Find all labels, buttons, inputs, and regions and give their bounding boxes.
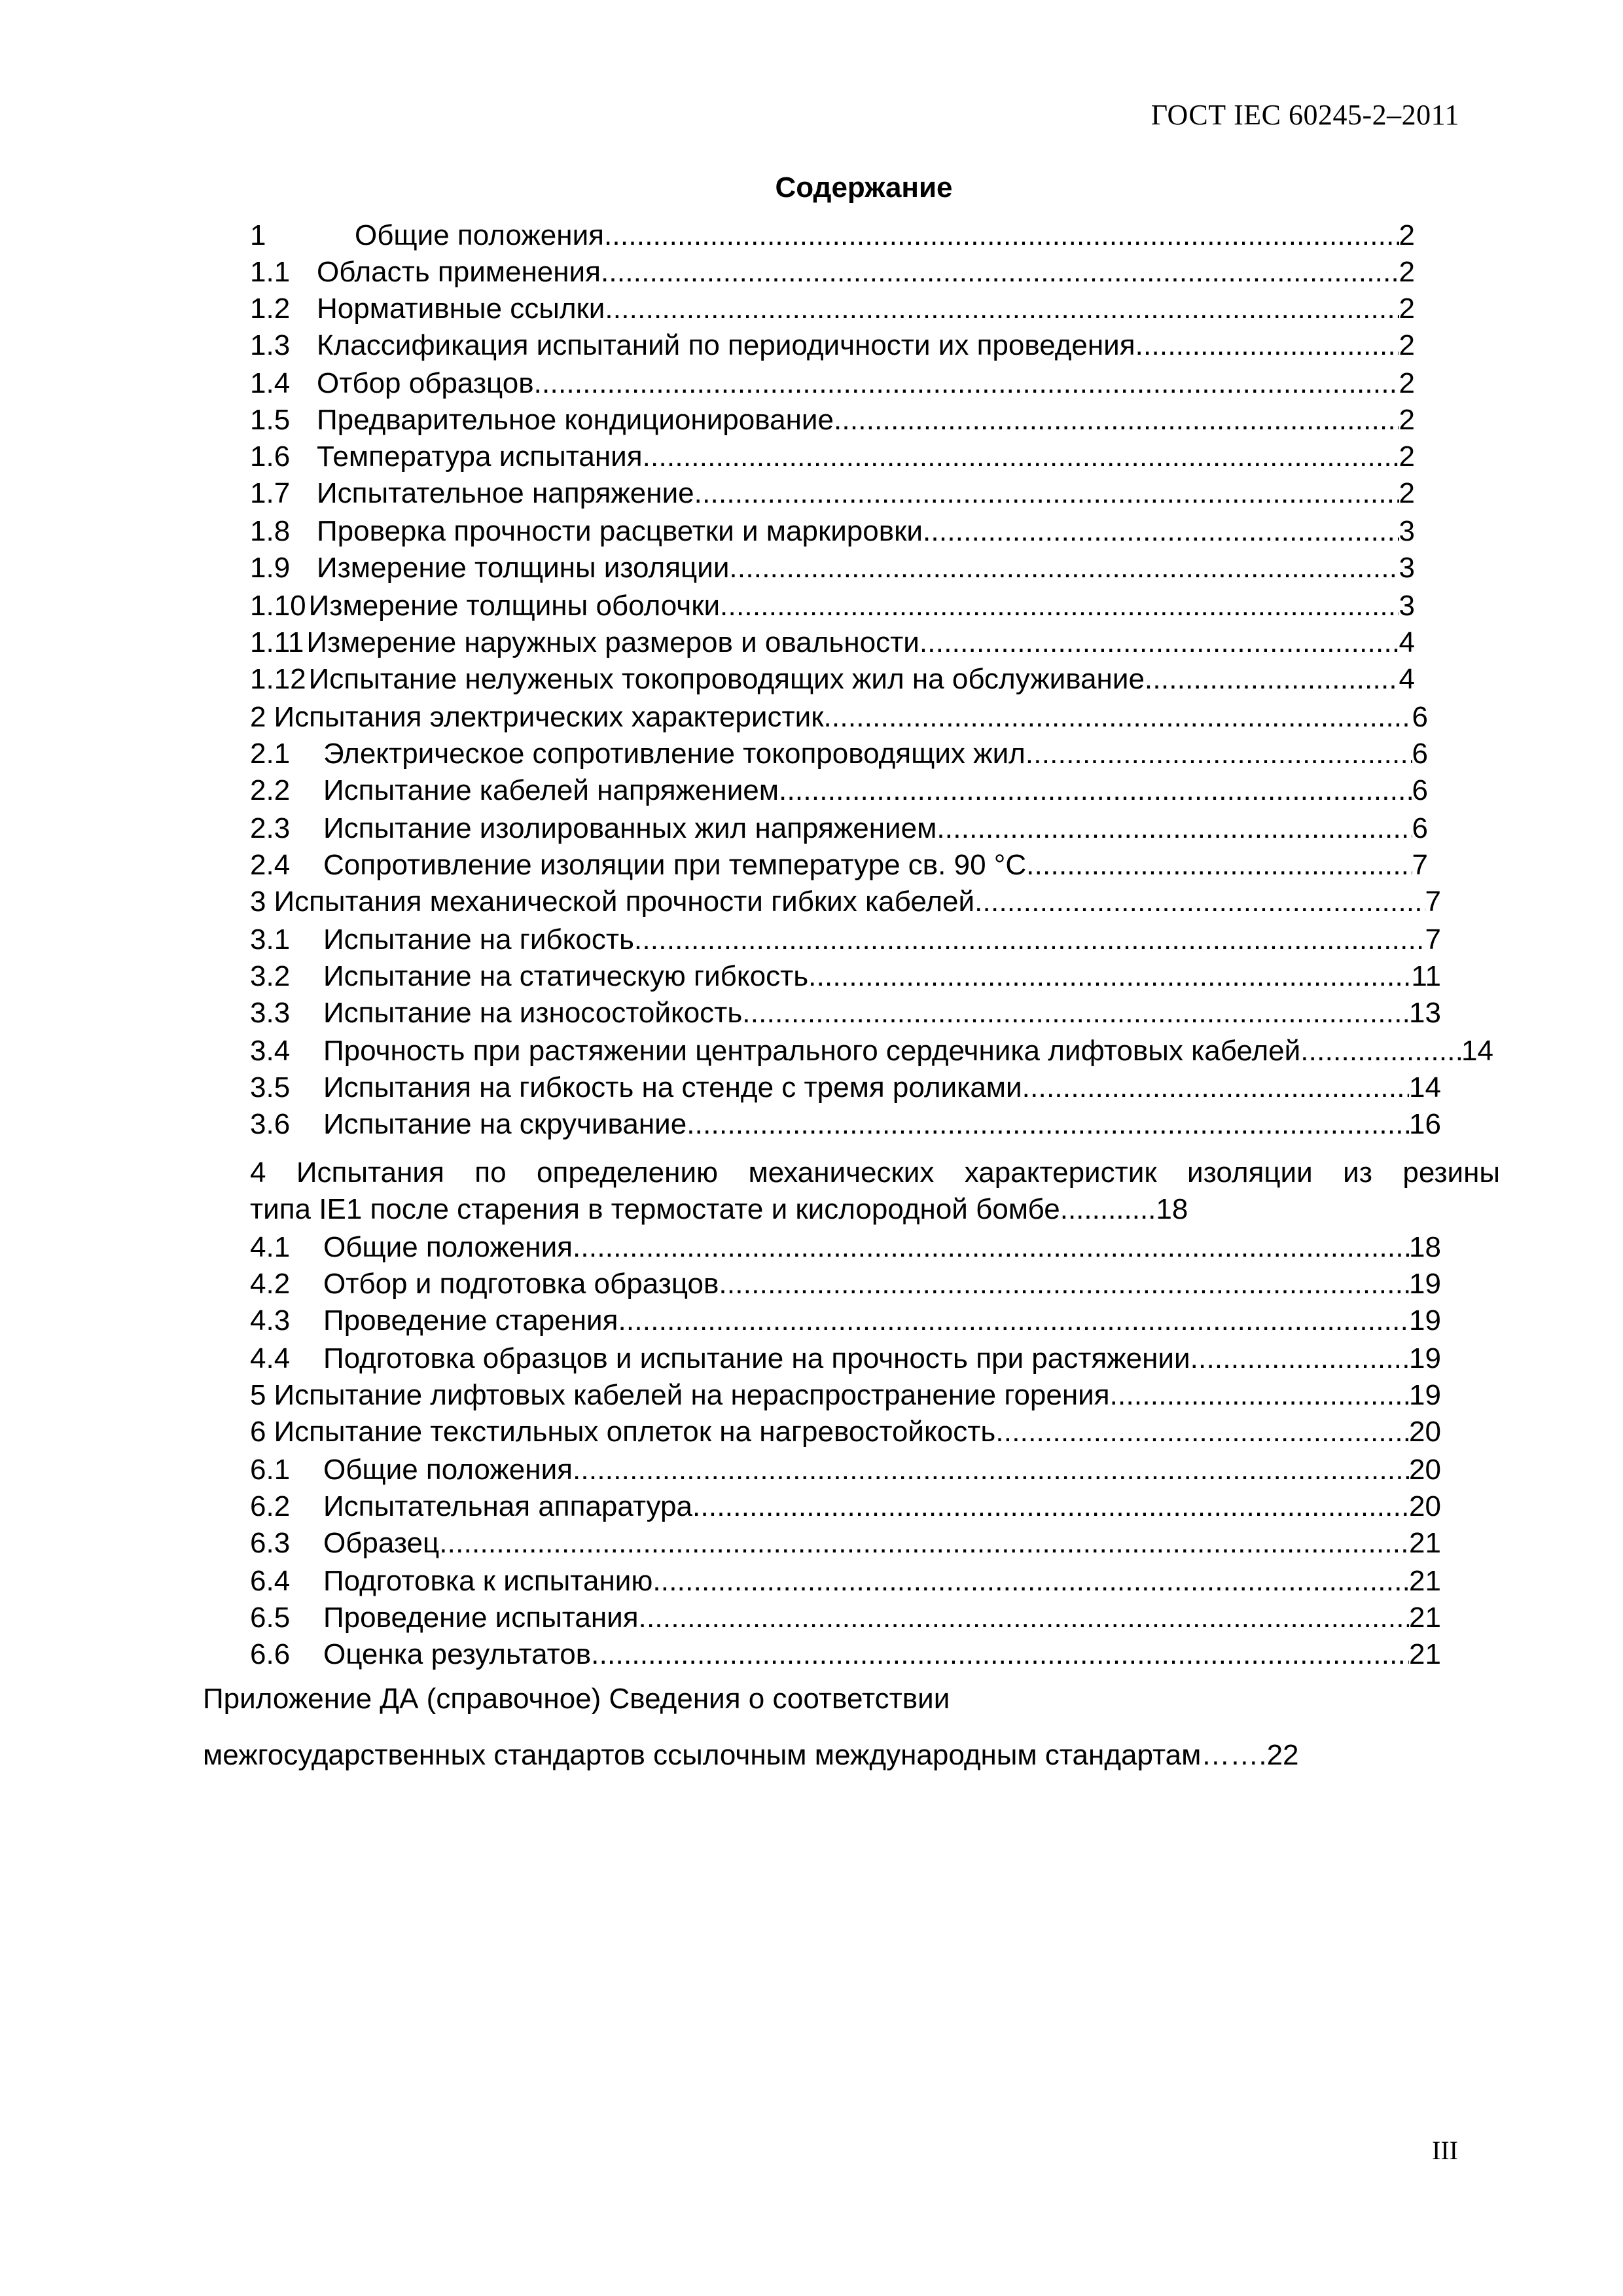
toc-entry[interactable] [250,1453,1441,1487]
toc-entry-title: Проведение испытания [323,1602,639,1634]
toc-entry-number: 1.3 [250,329,291,361]
toc-entry-title: Измерение толщины оболочки [308,590,721,622]
toc-entry-number: 6.5 [250,1602,291,1634]
toc-dot-leader [729,551,1399,585]
toc-entry-title: Испытание изолированных жил напряжением [323,812,937,844]
toc-entry-page: 2 [1399,329,1415,361]
toc-entry-number: 1.8 [250,515,291,547]
toc-dot-leader [936,812,1412,846]
toc-entry-number: 6.2 [250,1490,291,1522]
toc-entry[interactable] [250,1230,1441,1265]
toc-entry-page: 21 [1409,1565,1441,1597]
toc-entry-page: 16 [1409,1108,1441,1140]
toc-entry-multiline[interactable] [250,1155,1500,1228]
toc-entry-page: 20 [1409,1416,1441,1448]
toc-entry-page: 20 [1409,1454,1441,1486]
toc-entry-number: 3 [250,886,266,918]
toc-entry-number: 6.4 [250,1565,291,1597]
toc-dot-leader [720,589,1399,623]
toc-dot-leader [1145,662,1399,696]
toc-entry-title: Измерение толщины изоляции [317,552,730,584]
toc-entry-title: Область применения [317,256,601,288]
toc-entry-title: Прочность при растяжении центрального сердечника лифтовых кабелей [323,1035,1301,1067]
toc-entry[interactable] [250,514,1415,548]
toc-dot-leader [573,1230,1409,1265]
toc-entry[interactable] [250,1107,1441,1141]
toc-dot-leader [1135,329,1399,363]
toc-entry-page: 2 [1399,367,1415,399]
toc-dot-leader [808,960,1411,994]
toc-entry[interactable] [250,255,1415,289]
toc-dot-leader [834,403,1399,437]
toc-entry-title: Испытания механической прочности гибких кабелей [274,886,975,918]
toc-entry-number: 1.5 [250,404,291,436]
toc-entry-title: Испытания на гибкость на стенде с тремя роликами [323,1071,1022,1103]
toc-entry-title: Испытание лифтовых кабелей на нераспространение горения [274,1379,1110,1411]
toc-dot-leader [694,476,1399,511]
toc-entry-page: 3 [1399,515,1415,547]
toc-entry[interactable] [250,960,1441,994]
toc-entry-page: 2 [1399,477,1415,509]
appendix-line-2: межгосударственных стандартов ссылочным международным стандартам…….22 [203,1739,1299,1771]
toc-entry-number: 4.3 [250,1304,291,1336]
toc-entry-title: Отбор образцов [317,367,534,399]
toc-dot-leader [823,700,1412,734]
toc-entry[interactable] [250,662,1415,696]
toc-entry[interactable] [250,812,1428,846]
toc-entry-number: 3.6 [250,1108,291,1140]
toc-dot-leader [1110,1378,1409,1412]
toc-entry-number: 1.12 [250,663,306,695]
toc-dot-leader [687,1107,1409,1141]
toc-entry-title: Испытание нелуженых токопроводящих жил на обслуживание [308,663,1145,695]
toc-entry-page: 7 [1425,886,1441,918]
toc-entry-page: 11 [1411,960,1441,992]
toc-entry-page: 13 [1409,997,1441,1029]
toc-entry-page: 2 [1399,440,1415,473]
toc-entry-number: 4.1 [250,1231,291,1263]
toc-entry[interactable] [250,476,1415,511]
toc-entry-page: 14 [1461,1035,1493,1067]
toc-entry[interactable] [250,996,1441,1030]
toc-entry[interactable] [250,589,1415,623]
toc-dot-leader [779,774,1412,808]
toc-entry[interactable] [250,403,1415,437]
toc-entry-page: 6 [1412,738,1428,770]
toc-dot-leader [742,996,1409,1030]
toc-entry-title-line-1: 4 Испытания по определению механических характеристик изоляции из резины [250,1157,1500,1189]
toc-entry-number: 1.2 [250,293,291,325]
toc-entry-number: 2.3 [250,812,291,844]
toc-entry-title: Нормативные ссылки [317,293,605,325]
toc-entry-number: 5 [250,1379,266,1411]
toc-entry-number: 6.3 [250,1527,291,1559]
toc-entry-title: Классификация испытаний по периодичности их проведения [317,329,1135,361]
toc-dot-leader [652,1564,1409,1598]
toc-dot-leader [639,1601,1410,1635]
toc-entry-page: 21 [1409,1638,1441,1670]
toc-entry-title: Испытание на скручивание [323,1108,687,1140]
toc-entry-title: Испытание текстильных оплеток на нагревостойкость [274,1416,996,1448]
toc-entry-title: Общие положения [323,1454,573,1486]
toc-entry[interactable] [250,551,1415,585]
toc-dot-leader [573,1453,1409,1487]
toc-entry-page: 20 [1409,1490,1441,1522]
toc-dot-leader [618,1304,1409,1338]
toc-entry-title: Подготовка к испытанию [323,1565,653,1597]
toc-dot-leader [1300,1034,1461,1068]
toc-dot-leader [974,885,1425,919]
toc-entry-number: 3.1 [250,924,291,956]
toc-title: Содержание [775,171,953,204]
toc-entry-page: 19 [1409,1268,1441,1300]
toc-entry-number: 1.4 [250,367,291,399]
toc-dot-leader [534,367,1399,401]
toc-entry-number: 2.1 [250,738,291,770]
toc-entry-page: 18 [1409,1231,1441,1263]
toc-entry-number: 1.11 [250,626,304,658]
toc-entry-page: 21 [1409,1602,1441,1634]
toc-entry[interactable] [250,329,1415,363]
page-number: III [1432,2136,1458,2165]
toc-entry[interactable] [250,1564,1441,1598]
toc-entry[interactable] [250,1415,1441,1449]
toc-entry-number: 2 [250,701,266,733]
toc-entry-title: Испытание на износостойкость [323,997,743,1029]
toc-entry-page: 6 [1412,774,1428,806]
toc-entry[interactable] [250,923,1441,957]
toc-entry[interactable] [250,292,1415,326]
toc-entry-page: 2 [1399,293,1415,325]
toc-dot-leader [995,1415,1409,1449]
toc-entry-page: 14 [1409,1071,1441,1103]
toc-entry-page: 3 [1399,552,1415,584]
toc-entry[interactable] [250,737,1428,771]
toc-dot-leader [692,1490,1409,1524]
toc-entry-page: 21 [1409,1527,1441,1559]
toc-entry-page: 7 [1425,924,1441,956]
toc-entry-title: Испытание на статическую гибкость [323,960,809,992]
toc-entry-number: 4.4 [250,1342,291,1374]
toc-entry-page: 7 [1412,849,1428,881]
toc-dot-leader [1026,737,1412,771]
toc-dot-leader [439,1526,1409,1560]
toc-entry-title: Предварительное кондиционирование [317,404,834,436]
toc-entry-number: 3.5 [250,1071,291,1103]
appendix-line-1: Приложение ДА (справочное) Сведения о соответствии [203,1683,950,1715]
toc-entry-title: Подготовка образцов и испытание на прочность при растяжении [323,1342,1190,1374]
toc-dot-leader [919,626,1399,660]
document-designation: ГОСТ IEC 60245-2–2011 [1150,99,1459,131]
toc-entry-number: 1.7 [250,477,291,509]
toc-entry[interactable] [250,1490,1441,1524]
toc-entry-number: 2.2 [250,774,291,806]
toc-entry-page: 6 [1412,701,1428,733]
toc-entry[interactable] [250,1342,1441,1376]
toc-dot-leader [1026,848,1412,882]
toc-entry-number: 3.4 [250,1035,291,1067]
toc-entry[interactable] [250,885,1441,919]
toc-entry-number: 3.2 [250,960,291,992]
toc-entry-title: Испытание кабелей напряжением [323,774,779,806]
toc-entry-title: Отбор и подготовка образцов [323,1268,719,1300]
toc-entry-number: 1.1 [250,256,291,288]
toc-entry-title: Электрическое сопротивление токопроводящих жил [323,738,1026,770]
toc-entry-number: 1.10 [250,590,306,622]
toc-entry[interactable] [250,774,1428,808]
toc-entry-number: 2.4 [250,849,291,881]
toc-entry-page: 19 [1409,1304,1441,1336]
toc-entry-number: 4.2 [250,1268,291,1300]
toc-entry-page: 19 [1409,1342,1441,1374]
toc-entry-number: 6 [250,1416,266,1448]
toc-entry[interactable] [250,1378,1441,1412]
toc-entry[interactable] [250,367,1415,401]
toc-dot-leader [719,1267,1409,1301]
toc-dot-leader [634,923,1425,957]
toc-entry[interactable] [250,1638,1441,1672]
toc-entry-page: 2 [1399,256,1415,288]
toc-entry[interactable] [250,1071,1441,1105]
toc-entry-title: Проведение старения [323,1304,618,1336]
toc-dot-leader [643,440,1399,474]
toc-entry-number: 1.9 [250,552,291,584]
toc-dot-leader [601,255,1399,289]
toc-entry-number: 6.6 [250,1638,291,1670]
toc-entry[interactable] [250,1267,1441,1301]
toc-entry-number: 1.6 [250,440,291,473]
toc-entry-page: 2 [1399,404,1415,436]
toc-entry[interactable] [250,848,1428,882]
toc-entry-title: Проверка прочности расцветки и маркировки [317,515,923,547]
toc-entry[interactable] [250,1304,1441,1338]
toc-entry-title: Испытание на гибкость [323,924,634,956]
toc-entry-page: 4 [1399,663,1415,695]
toc-entry[interactable] [250,440,1415,474]
toc-dot-leader [604,219,1399,253]
toc-entry-title: Общие положения [355,219,604,251]
toc-entry-title-line-2: типа IE1 после старения в термостате и кислородной бомбе............18 [250,1193,1188,1225]
toc-dot-leader [591,1638,1409,1672]
toc-entry-number: 3.3 [250,997,291,1029]
toc-entry-title: Оценка результатов [323,1638,592,1670]
toc-entry-page: 2 [1399,219,1415,251]
toc-entry[interactable] [250,1526,1441,1560]
toc-entry-page: 19 [1409,1379,1441,1411]
toc-entry[interactable] [250,1034,1493,1068]
toc-entry[interactable] [250,219,1415,253]
toc-entry-title: Измерение наружных размеров и овальности [306,626,919,658]
toc-entry-page: 4 [1399,626,1415,658]
toc-entry-title: Общие положения [323,1231,573,1263]
toc-dot-leader [1190,1342,1409,1376]
toc-dot-leader [605,292,1399,326]
toc-entry-title: Испытания электрических характеристик [274,701,824,733]
toc-entry-number: 1 [250,219,266,251]
toc-entry-title: Испытательная аппаратура [323,1490,692,1522]
toc-entry[interactable] [250,700,1428,734]
toc-entry-number: 6.1 [250,1454,291,1486]
toc-entry-page: 3 [1399,590,1415,622]
toc-entry-title: Испытательное напряжение [317,477,694,509]
toc-entry-title: Сопротивление изоляции при температуре св. 90 °С [323,849,1027,881]
toc-entry[interactable] [250,1601,1441,1635]
toc-entry-page: 6 [1412,812,1428,844]
toc-dot-leader [923,514,1399,548]
toc-dot-leader [1022,1071,1409,1105]
toc-entry-title: Температура испытания [317,440,643,473]
toc-entry[interactable] [250,626,1415,660]
toc-entry-title: Образец [323,1527,440,1559]
